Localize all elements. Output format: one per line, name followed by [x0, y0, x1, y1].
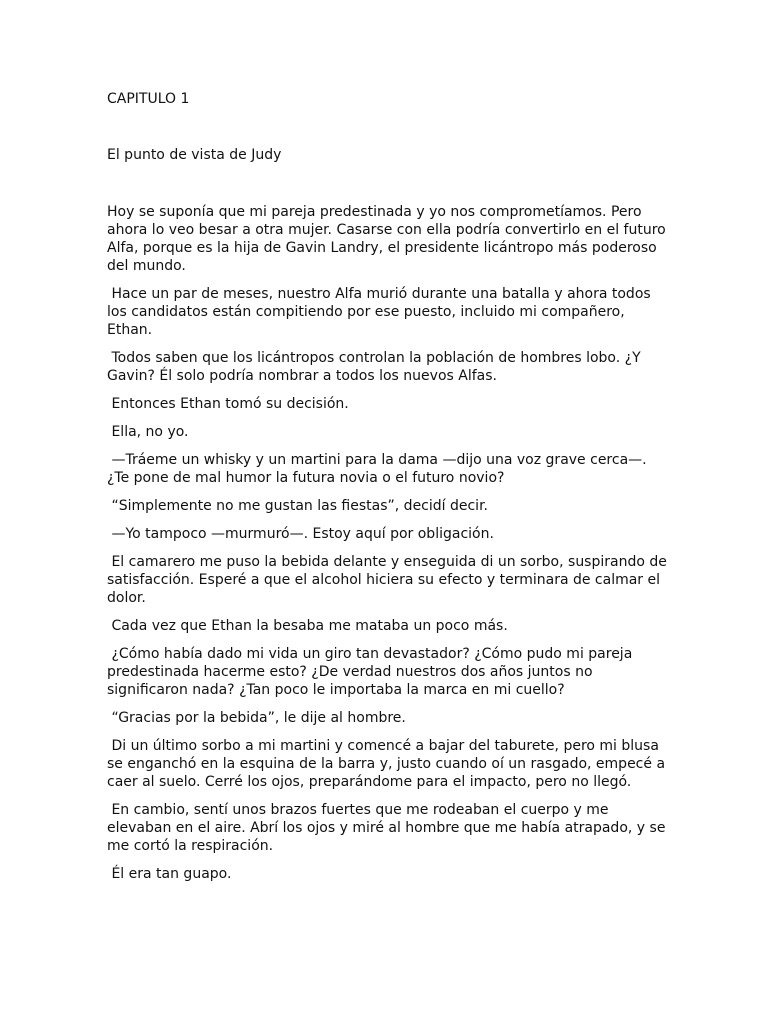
chapter-heading: CAPITULO 1 — [107, 91, 190, 107]
paragraph: “Simplemente no me gustan las fiestas”, decidí decir. — [107, 498, 488, 514]
paragraph: ¿Cómo había dado mi vida un giro tan devastador? ¿Cómo pudo mi pareja predestinada hacerme esto? ¿De verdad nuestros dos años juntos no significaron nada? ¿Tan poco le importaba la marca en mi cuello? — [107, 646, 637, 698]
paragraph: Ella, no yo. — [107, 424, 189, 440]
paragraph: Cada vez que Ethan la besaba me mataba un poco más. — [107, 618, 508, 634]
point-of-view-line: El punto de vista de Judy — [107, 147, 282, 163]
paragraph: —Yo tampoco —murmuró—. Estoy aquí por obligación. — [107, 526, 494, 542]
paragraph: “Gracias por la bebida”, le dije al hombre. — [107, 710, 406, 726]
paragraph: Entonces Ethan tomó su decisión. — [107, 396, 349, 412]
paragraph: —Tráeme un whisky y un martini para la dama —dijo una voz grave cerca—. ¿Te pone de mal humor la futura novia o el futuro novio? — [107, 452, 652, 486]
paragraph: Todos saben que los licántropos controlan la población de hombres lobo. ¿Y Gavin? Él solo podría nombrar a todos los nuevos Alfas. — [107, 350, 646, 384]
paragraph: Él era tan guapo. — [107, 866, 232, 882]
paragraph: Hace un par de meses, nuestro Alfa murió durante una batalla y ahora todos los candidatos están compitiendo por ese puesto, incluido mi compañero, Ethan. — [107, 286, 656, 338]
paragraph: En cambio, sentí unos brazos fuertes que me rodeaban el cuerpo y me elevaban en el aire. Abrí los ojos y miré al hombre que me había atrapado, y se me cortó la respiración. — [107, 802, 670, 854]
body-text — [107, 203, 672, 893]
paragraph: Hoy se suponía que mi pareja predestinada y yo nos comprometíamos. Pero ahora lo veo besar a otra mujer. Casarse con ella podría convertirlo en el futuro Alfa, porque es la hija de Gavin Landry, el presidente licántropo más poderoso del mundo. — [107, 204, 671, 274]
paragraph: El camarero me puso la bebida delante y enseguida di un sorbo, suspirando de satisfacción. Esperé a que el alcohol hiciera su efecto y terminara de calmar el dolor. — [107, 554, 672, 606]
paragraph: Di un último sorbo a mi martini y comencé a bajar del taburete, pero mi blusa se enganchó en la esquina de la barra y, justo cuando oí un rasgado, empecé a caer al suelo. Cerré los ojos, preparándome para el impacto, pero no llegó. — [107, 738, 670, 790]
